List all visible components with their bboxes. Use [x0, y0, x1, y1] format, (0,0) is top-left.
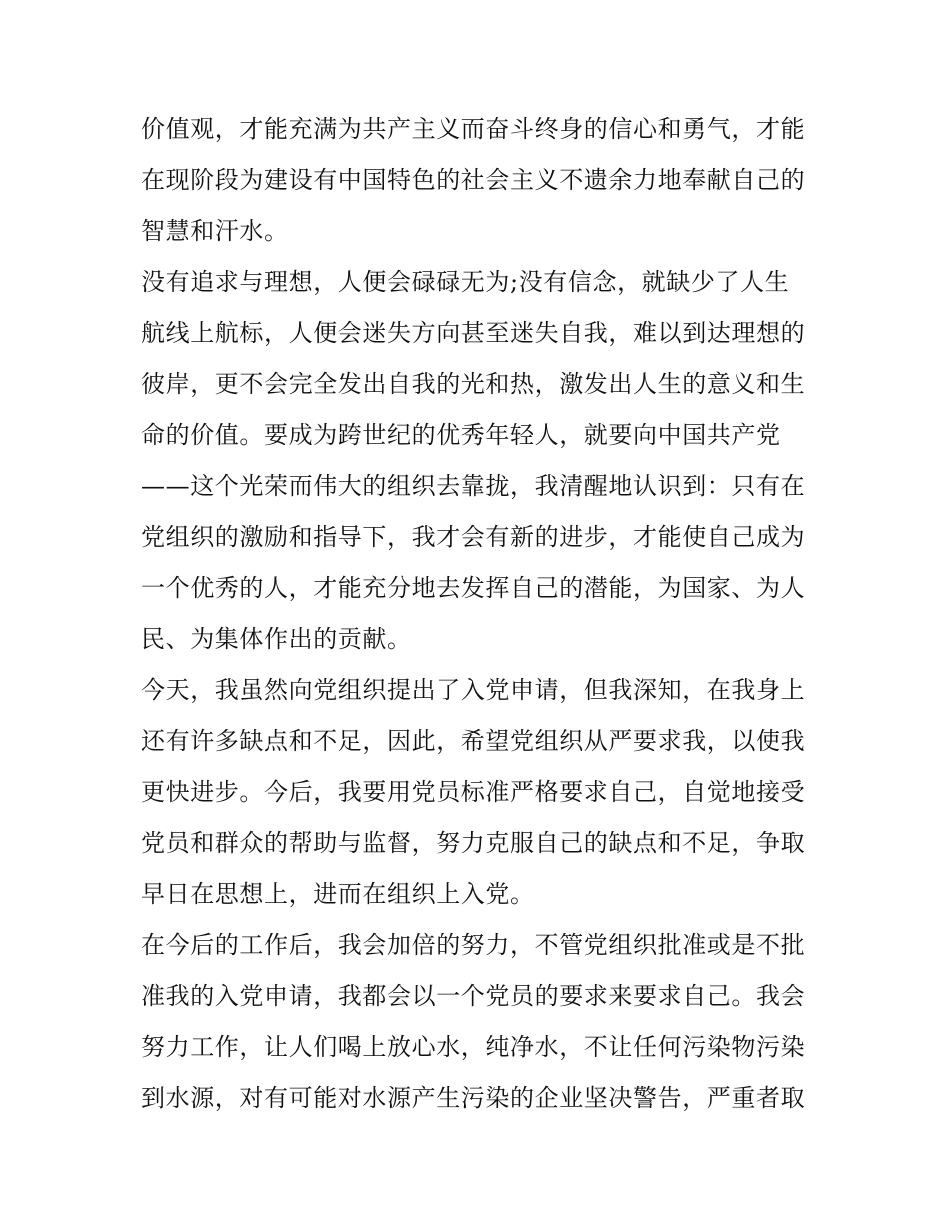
- document-body: [141, 104, 813, 1124]
- paragraph-1: [141, 104, 813, 257]
- paragraph-4: [141, 920, 813, 1124]
- text-line: 早日在思想上，进而在组织上入党。: [141, 880, 535, 908]
- text-line: 民、为集体作出的贡献。: [141, 625, 412, 653]
- text-line: 到水源，对有可能对水源产生污染的企业坚决警告，严重者取: [141, 1084, 806, 1112]
- text-line: 努力工作，让人们喝上放心水，纯净水，不让任何污染物污染: [141, 1033, 806, 1061]
- text-line: 命的价值。要成为跨世纪的优秀年轻人，就要向中国共产党: [141, 421, 781, 449]
- text-line: 党组织的激励和指导下，我才会有新的进步，才能使自己成为: [141, 523, 806, 551]
- text-line: 价值观，才能充满为共产主义而奋斗终身的信心和勇气，才能: [141, 115, 806, 143]
- text-line: 智慧和汗水。: [141, 217, 289, 245]
- text-line: 没有追求与理想，人便会碌碌无为;没有信念，就缺少了人生: [141, 268, 790, 296]
- text-line: 一个优秀的人，才能充分地去发挥自己的潜能，为国家、为人: [141, 574, 806, 602]
- text-line: 今天，我虽然向党组织提出了入党申请，但我深知，在我身上: [141, 676, 806, 704]
- text-line: 还有许多缺点和不足，因此，希望党组织从严要求我，以使我: [141, 727, 806, 755]
- text-line: 在现阶段为建设有中国特色的社会主义不遗余力地奉献自己的: [141, 166, 806, 194]
- text-line: 党员和群众的帮助与监督，努力克服自己的缺点和不足，争取: [141, 829, 806, 857]
- text-line: 准我的入党申请，我都会以一个党员的要求来要求自己。我会: [141, 982, 806, 1010]
- text-line: ——这个光荣而伟大的组织去靠拢，我清醒地认识到：只有在: [141, 472, 806, 500]
- text-line: 更快进步。今后，我要用党员标准严格要求自己，自觉地接受: [141, 778, 806, 806]
- paragraph-3: [141, 665, 813, 920]
- text-line: 在今后的工作后，我会加倍的努力，不管党组织批准或是不批: [141, 931, 806, 959]
- text-line: 彼岸，更不会完全发出自我的光和热，激发出人生的意义和生: [141, 370, 806, 398]
- paragraph-2: [141, 257, 813, 665]
- text-line: 航线上航标，人便会迷失方向甚至迷失自我，难以到达理想的: [141, 319, 806, 347]
